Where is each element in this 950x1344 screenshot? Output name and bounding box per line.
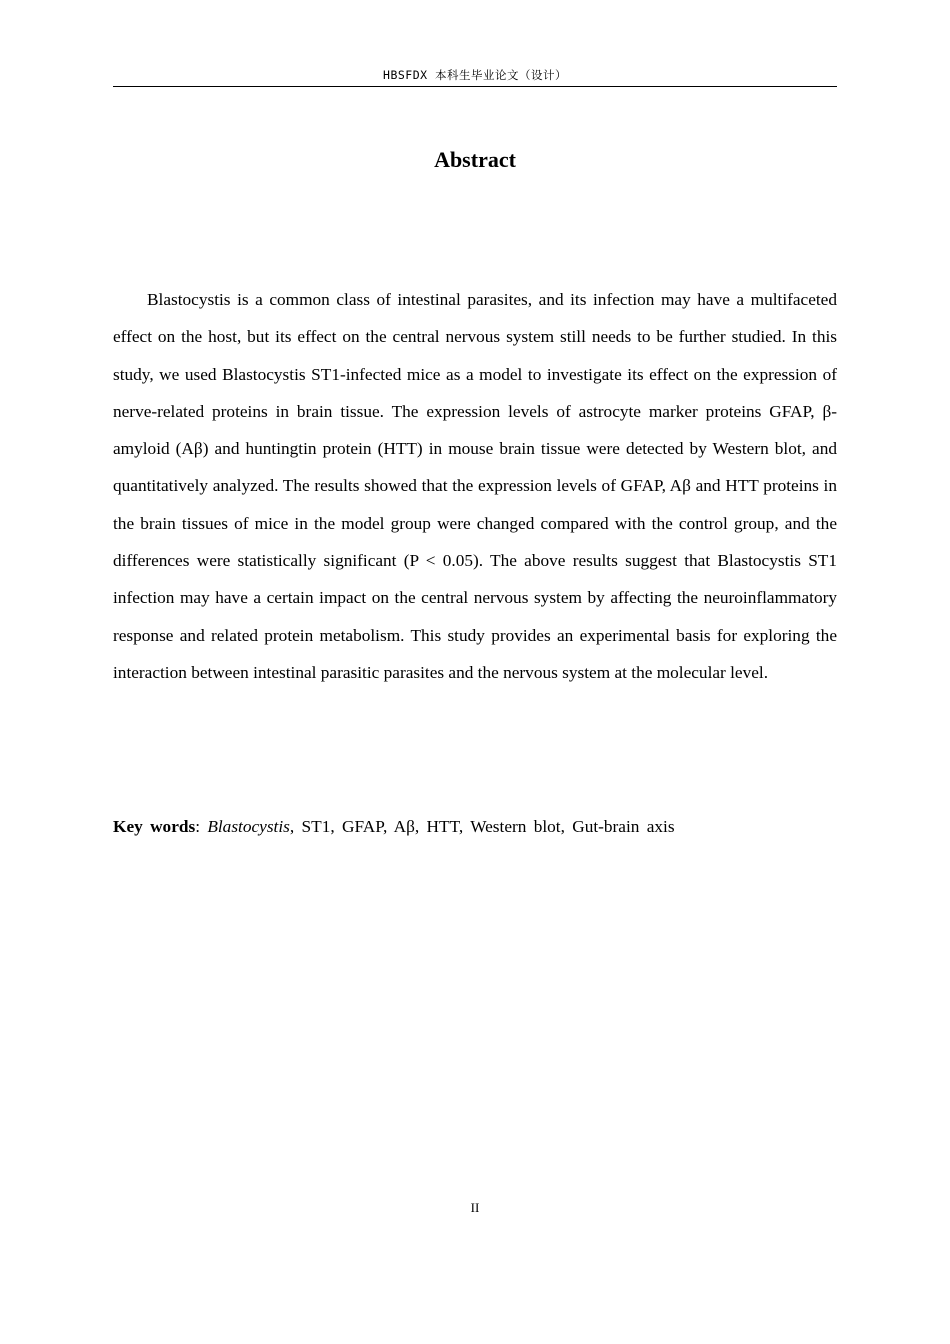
- running-header-text: HBSFDX 本科生毕业论文（设计）: [383, 68, 567, 82]
- keywords-rest: , ST1, GFAP, Aβ, HTT, Western blot, Gut-brain axis: [289, 817, 675, 836]
- running-header: [113, 66, 837, 87]
- abstract-title: Abstract: [434, 147, 516, 172]
- keywords-line: [113, 808, 837, 845]
- page-number: II: [470, 1200, 480, 1215]
- keywords-label: Key words: [113, 817, 196, 836]
- abstract-body: Blastocystis is a common class of intestinal parasites, and its infection may have a multifaceted effect on the host, but its effect on the central nervous system still needs to be further studied. In this study, we used Blastocystis ST1-infected mice as a model to investigate its effect on the expression of nerve-related proteins in brain tissue. The expression levels of astrocyte marker proteins GFAP, β-amyloid (Aβ) and huntingtin protein (HTT) in mouse brain tissue were detected by Western blot, and quantitatively analyzed. The results showed that the expression levels of GFAP, Aβ and HTT proteins in the brain tissues of mice in the model group were changed compared with the control group, and the differences were statistically significant (P < 0.05). The above results suggest that Blastocystis ST1 infection may have a certain impact on the central nervous system by affecting the neuroinflammatory response and related protein metabolism. This study provides an experimental basis for exploring the interaction between intestinal parasitic parasites and the nervous system at the molecular level.: [113, 290, 837, 682]
- keyword-blastocystis: Blastocystis: [207, 817, 290, 836]
- keywords-separator: :: [195, 817, 208, 836]
